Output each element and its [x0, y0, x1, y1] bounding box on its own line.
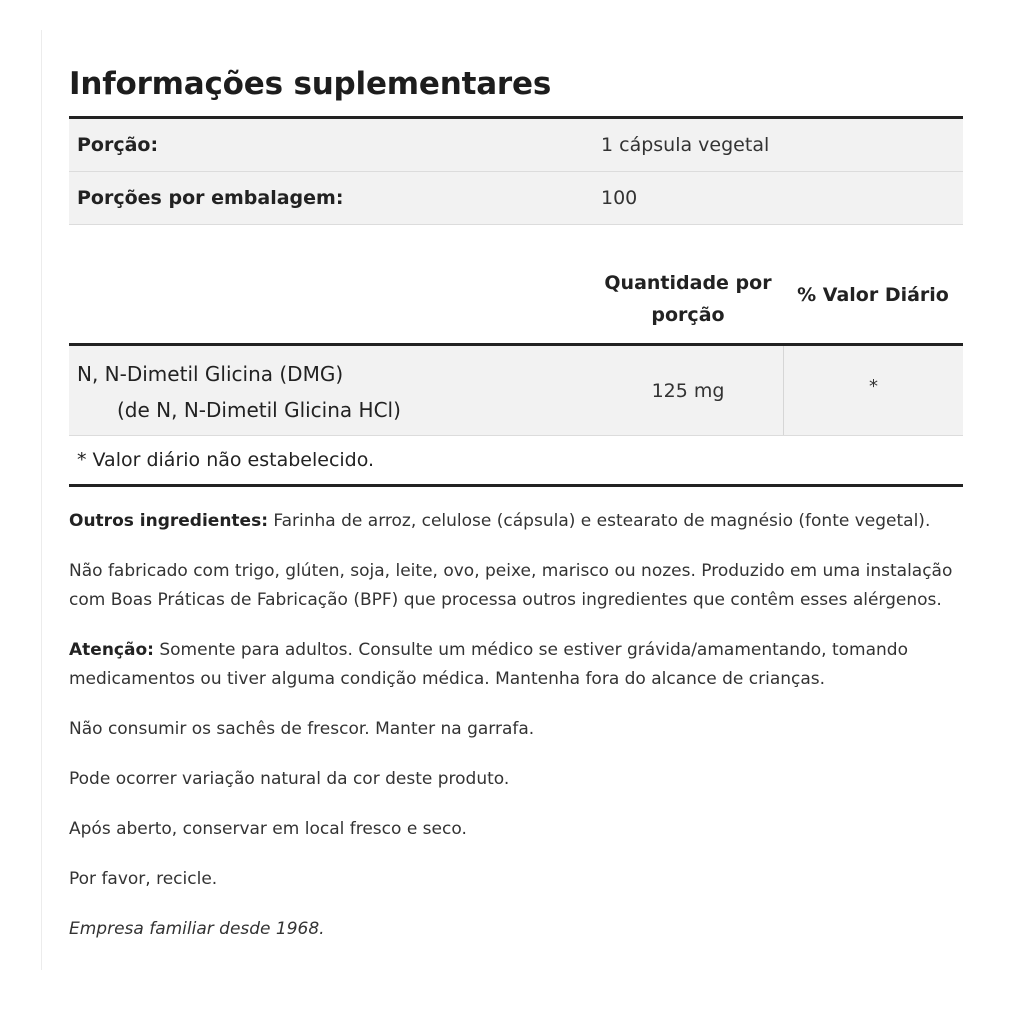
allergen-statement: Não fabricado com trigo, glúten, soja, leite, ovo, peixe, marisco ou nozes. Produzido em uma instalação com Boas Práticas de Fabricação (BPF) que processa outros ingredientes que contêm esses alérgenos.	[69, 561, 953, 610]
nutrient-amount: 125 mg	[593, 346, 784, 435]
warning-text: Somente para adultos. Consulte um médico se estiver grávida/amamentando, tomando medicamentos ou tiver alguma condição médica. Mantenha fora do alcance de crianças.	[69, 640, 908, 689]
servings-per-container-label: Porções por embalagem:	[77, 187, 344, 209]
warning	[69, 636, 963, 694]
other-ingredients-label: Outros ingredientes:	[69, 511, 268, 531]
nutrient-name: N, N-Dimetil Glicina (DMG)	[77, 362, 344, 386]
serving-size-row	[69, 119, 963, 172]
recycle-note: Por favor, recicle.	[69, 869, 218, 889]
amount-header-line1: Quantidade por	[604, 272, 772, 294]
nutrient-row	[69, 346, 963, 436]
serving-size-value: 1 cápsula vegetal	[601, 134, 770, 156]
serving-info-table	[69, 116, 963, 225]
servings-per-container-value: 100	[601, 187, 638, 209]
color-variation-note: Pode ocorrer variação natural da cor deste produto.	[69, 769, 510, 789]
servings-per-container-row	[69, 172, 963, 225]
daily-value-header: % Valor Diário	[797, 284, 949, 306]
serving-size-label: Porção:	[77, 134, 159, 156]
other-ingredients-text: Farinha de arroz, celulose (cápsula) e estearato de magnésio (fonte vegetal).	[268, 511, 931, 531]
amount-per-serving-header	[593, 267, 783, 343]
nutrient-name-cell	[69, 346, 593, 435]
family-company-text: Empresa familiar desde 1968.	[69, 919, 325, 939]
page-title: Informações suplementares	[69, 66, 552, 102]
daily-value-footnote: * Valor diário não estabelecido.	[69, 436, 963, 487]
desiccant-note: Não consumir os sachês de frescor. Manter na garrafa.	[69, 719, 535, 739]
left-border-line	[41, 30, 42, 970]
family-company-note	[69, 915, 963, 944]
warning-label: Atenção:	[69, 640, 154, 660]
product-notes	[69, 507, 963, 944]
other-ingredients	[69, 507, 963, 536]
supplement-info-panel	[69, 62, 963, 965]
storage-note: Após aberto, conservar em local fresco e seco.	[69, 819, 467, 839]
amount-header-line2: porção	[651, 304, 725, 326]
nutrient-source: (de N, N-Dimetil Glicina HCl)	[117, 398, 401, 422]
nutrition-table-header	[69, 225, 963, 346]
nutrient-daily-value: *	[869, 376, 878, 397]
